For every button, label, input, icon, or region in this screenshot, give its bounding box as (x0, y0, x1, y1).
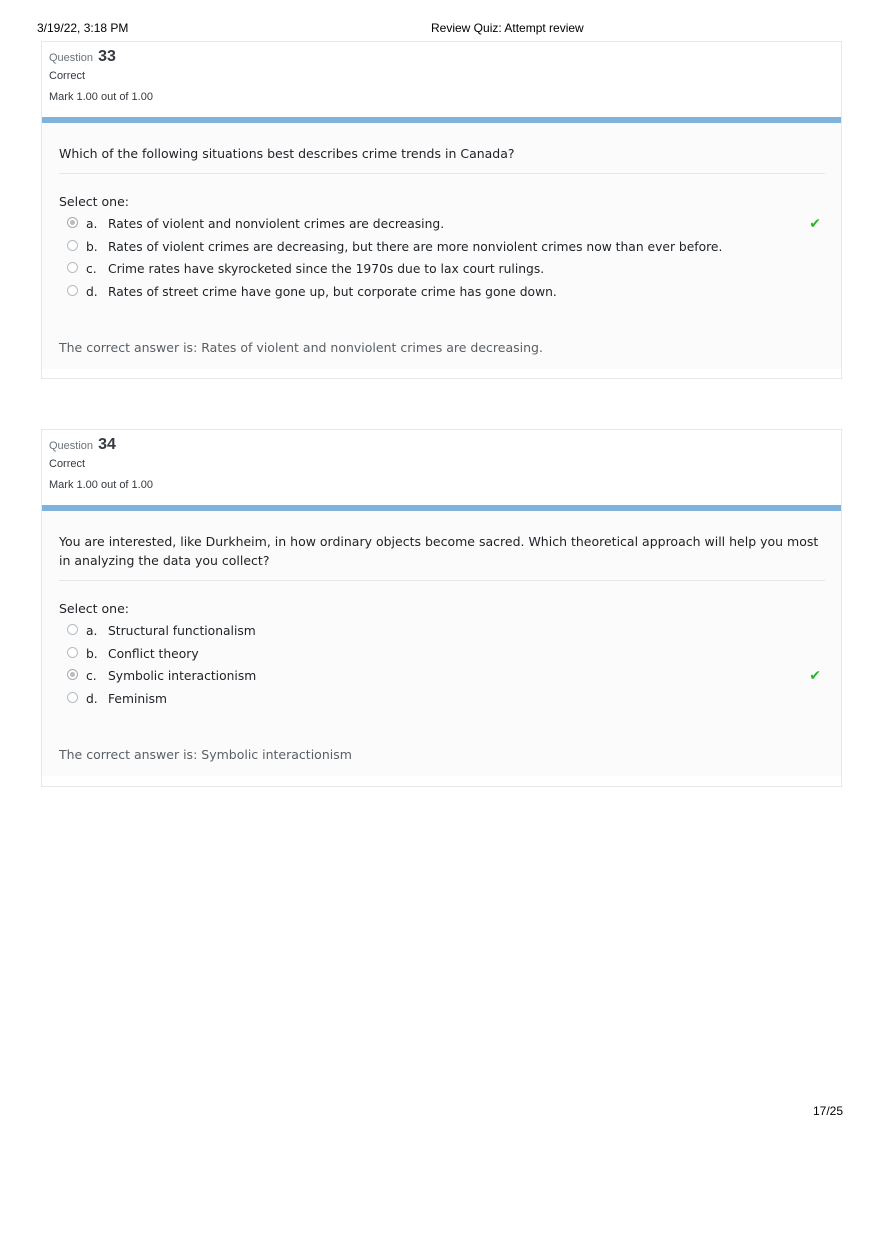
answer-option-d[interactable] (59, 281, 825, 304)
print-datetime: 3/19/22, 3:18 PM (37, 21, 129, 35)
question-label: Question (49, 52, 94, 64)
answer-option-c[interactable] (59, 665, 825, 688)
question-content (42, 123, 841, 369)
option-letter: c. (86, 669, 97, 683)
radio-button[interactable] (67, 624, 78, 635)
question-state: Correct (49, 70, 86, 82)
checkmark-icon: ✔ (809, 668, 821, 684)
option-text: Rates of violent crimes are decreasing, but there are more nonviolent crimes now than ever before. (108, 239, 723, 254)
checkmark-icon: ✔ (809, 216, 821, 232)
question-label: Question (49, 440, 94, 452)
option-text: Structural functionalism (108, 624, 256, 638)
question-text: Which of the following situations best describes crime trends in Canada? (59, 123, 825, 174)
answer-option-d[interactable] (59, 688, 825, 711)
select-one-prompt: Select one: (59, 194, 130, 209)
option-letter: b. (86, 239, 98, 254)
question-state: Correct (49, 458, 86, 470)
question-info (42, 430, 841, 505)
radio-button[interactable] (67, 647, 78, 658)
answer-option-b[interactable] (59, 643, 825, 666)
answer-option-a[interactable] (59, 620, 825, 643)
question-info (42, 42, 841, 117)
radio-button[interactable] (67, 262, 78, 273)
question-33 (41, 41, 842, 379)
answer-list (59, 213, 825, 303)
question-34 (41, 429, 842, 787)
correct-answer-feedback: The correct answer is: Rates of violent and nonviolent crimes are decreasing. (59, 340, 543, 355)
page-number: 17/25 (812, 1104, 843, 1118)
question-number (49, 436, 834, 454)
radio-button-selected[interactable] (67, 217, 78, 228)
option-text: Feminism (108, 691, 167, 706)
option-text: Rates of violent and nonviolent crimes are decreasing. (108, 217, 445, 231)
option-letter: d. (86, 691, 98, 706)
question-grade: Mark 1.00 out of 1.00 (49, 479, 153, 491)
print-page-title: Review Quiz: Attempt review (431, 21, 584, 35)
radio-button[interactable] (67, 240, 78, 251)
answer-list (59, 620, 825, 710)
option-letter: c. (86, 262, 97, 276)
option-letter: a. (86, 624, 98, 638)
radio-button[interactable] (67, 285, 78, 296)
option-text: Conflict theory (108, 646, 199, 661)
option-letter: b. (86, 646, 98, 661)
answer-option-b[interactable] (59, 236, 825, 259)
select-one-prompt: Select one: (59, 601, 130, 616)
correct-answer-feedback: The correct answer is: Symbolic interactionism (59, 747, 352, 762)
option-text: Crime rates have skyrocketed since the 1970s due to lax court rulings. (108, 262, 545, 276)
question-number-value: 34 (98, 436, 116, 453)
question-number-value: 33 (98, 48, 116, 65)
question-text: You are interested, like Durkheim, in how ordinary objects become sacred. Which theoretical approach will help you most in analyzing the data you collect? (59, 511, 825, 581)
radio-button-selected[interactable] (67, 669, 78, 680)
option-letter: d. (86, 284, 98, 299)
question-number (49, 48, 834, 66)
answer-option-a[interactable] (59, 213, 825, 236)
question-grade: Mark 1.00 out of 1.00 (49, 91, 153, 103)
option-letter: a. (86, 217, 98, 231)
option-text: Rates of street crime have gone up, but corporate crime has gone down. (108, 284, 557, 299)
option-text: Symbolic interactionism (108, 669, 257, 683)
answer-option-c[interactable] (59, 258, 825, 281)
question-content (42, 511, 841, 776)
radio-button[interactable] (67, 692, 78, 703)
